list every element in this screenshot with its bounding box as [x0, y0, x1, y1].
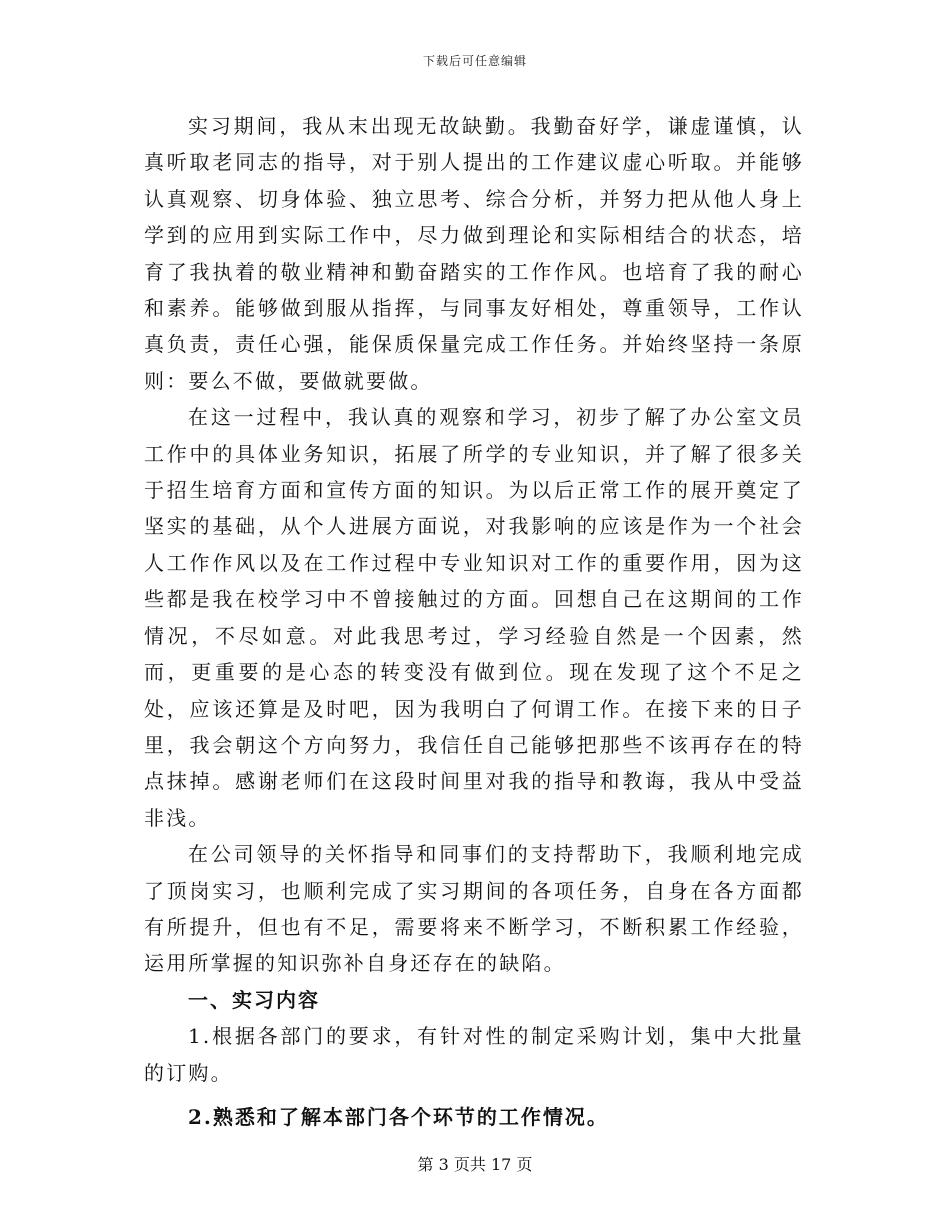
section-heading: 一、实习内容: [188, 987, 320, 1012]
bold-list-item: 2.熟悉和了解本部门各个环节的工作情况。: [188, 1104, 609, 1129]
paragraph-learning-process: 在这一过程中，我认真的观察和学习，初步了解了办公室文员工作中的具体业务知识，拓展了所学的专业知识，并了解了很多关于招生培育方面和宣传方面的知识。为以后正常工作的展开奠定了坚实的基础，从个人进展方面说，对我影响的应该是作为一个社会人工作作风以及在工作过程中专业知识对工作的重要作用，因为这些都是我在校学习中不曾接触过的方面。回想自己在这期间的工作情况，不尽如意。对此我思考过，学习经验自然是一个因素，然而，更重要的是心态的转变没有做到位。现在发现了这个不足之处，应该还算是及时吧，因为我明白了何谓工作。在接下来的日子里，我会朝这个方向努力，我信任自己能够把那些不该再存在的特点抹掉。感谢老师们在这段时间里对我的指导和教诲，我从中受益非浅。: [144, 405, 804, 830]
document-body: [144, 108, 804, 1135]
paragraph-attendance: 实习期间，我从末出现无故缺勤。我勤奋好学，谦虚谨慎，认真听取老同志的指导，对于别人提出的工作建议虚心听取。并能够认真观察、切身体验、独立思考、综合分析，并努力把从他人身上学到的应用到实际工作中，尽力做到理论和实际相结合的状态，培育了我执着的敬业精神和勤奋踏实的工作作风。也培育了我的耐心和素养。能够做到服从指挥，与同事友好相处，尊重领导，工作认真负责，责任心强，能保质保量完成工作任务。并始终坚持一条原则：要么不做，要做就要做。: [144, 114, 804, 393]
list-item: 1.根据各部门的要求，有针对性的制定采购计划，集中大批量的订购。: [144, 1024, 804, 1085]
page-number: 第 3 页共 17 页: [417, 1155, 533, 1174]
header-note: 下载后可任意编辑: [422, 54, 527, 68]
paragraph-completion: 在公司领导的关怀指导和同事们的支持帮助下，我顺利地完成了顶岗实习，也顺利完成了实习期间的各项任务，自身在各方面都有所提升，但也有不足，需要将来不断学习，不断积累工作经验，运用所掌握的知识弥补自身还存在的缺陷。: [144, 842, 804, 976]
